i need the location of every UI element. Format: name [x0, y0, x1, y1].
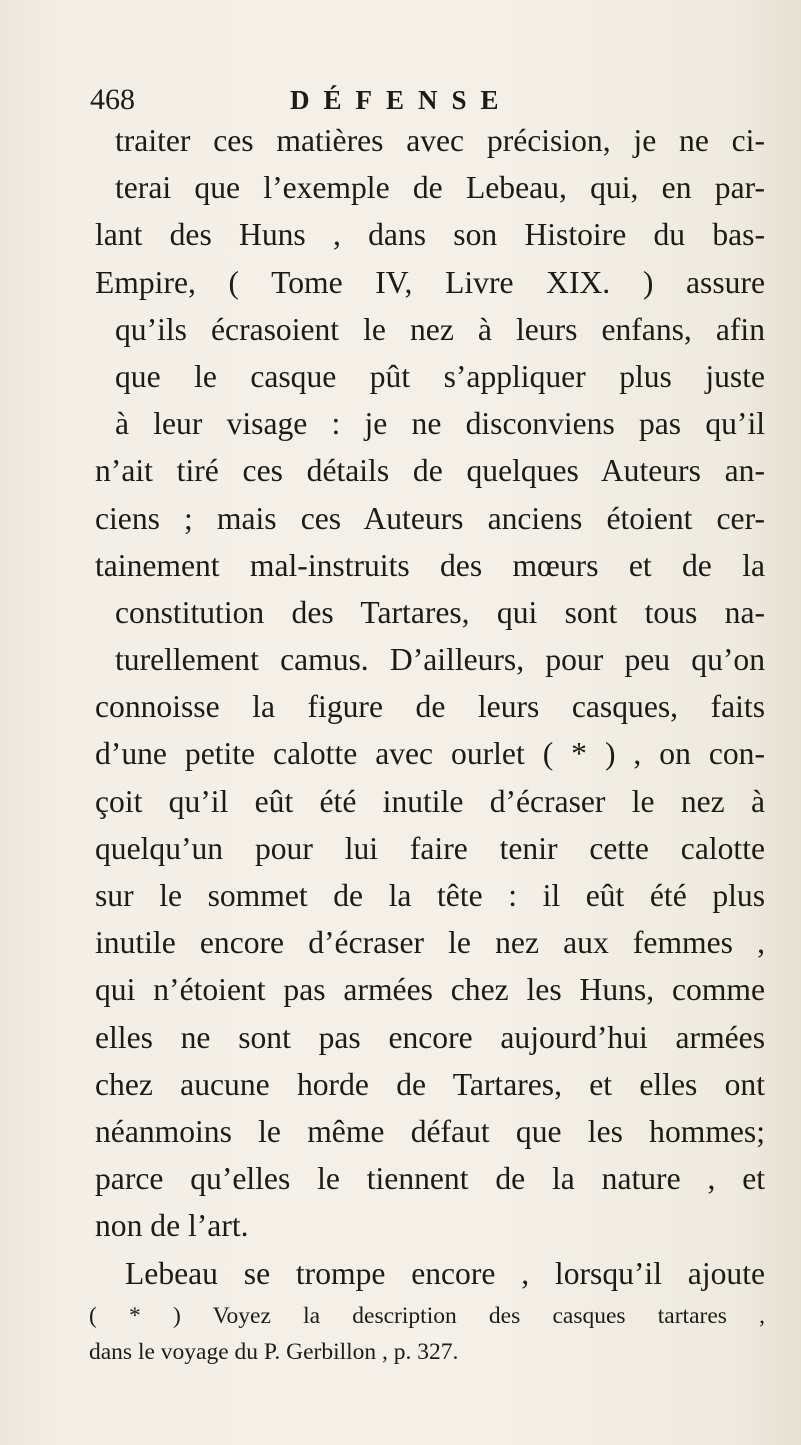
text-line: Lebeau se trompe encore , lorsqu’il ajoute [125, 1255, 765, 1291]
footnote [89, 1298, 765, 1370]
page-number: 468 [90, 83, 135, 116]
text-line: ciens ; mais ces Auteurs anciens étoient cer- [95, 500, 765, 536]
body-text [95, 117, 765, 1297]
text-line: turellement camus. D’ailleurs, pour peu qu’on [115, 642, 765, 678]
footnote-line: ( * ) Voyez la description des casques tartares , [89, 1303, 765, 1329]
text-line: néanmoins le même défaut que les hommes; [95, 1113, 765, 1149]
text-line: elles ne sont pas encore aujourd’hui armées [95, 1019, 765, 1055]
text-line: Empire, ( Tome IV, Livre XIX. ) assure [95, 264, 765, 300]
text-line: quelqu’un pour lui faire tenir cette calotte [95, 830, 765, 866]
text-line: terai que l’exemple de Lebeau, qui, en par- [115, 170, 765, 206]
text-line: traiter ces matières avec précision, je ne ci- [115, 123, 765, 158]
text-line: lant des Huns , dans son Histoire du bas- [95, 217, 765, 253]
text-line: tainement mal-instruits des mœurs et de la [95, 547, 765, 583]
text-line: chez aucune horde de Tartares, et elles ont [95, 1066, 765, 1102]
text-line: d’une petite calotte avec ourlet ( * ) , on con- [95, 736, 765, 772]
running-title: DÉFENSE [290, 85, 513, 115]
footnote-line: dans le voyage du P. Gerbillon , p. 327. [89, 1339, 459, 1365]
text-line: sur le sommet de la tête : il eût été plus [95, 878, 765, 913]
text-line: non de l’art. [95, 1208, 249, 1244]
text-line: qui n’étoient pas armées chez les Huns, comme [95, 972, 765, 1008]
text-line: çoit qu’il eût été inutile d’écraser le nez à [95, 783, 765, 819]
text-line: constitution des Tartares, qui sont tous na- [115, 594, 765, 630]
text-line: inutile encore d’écraser le nez aux femmes , [95, 925, 765, 961]
text-line: parce qu’elles le tiennent de la nature , et [95, 1161, 765, 1197]
text-line: n’ait tiré ces détails de quelques Auteurs an- [95, 453, 765, 489]
page-header [90, 80, 590, 120]
text-line: que le casque pût s’appliquer plus juste [115, 358, 765, 394]
text-line: qu’ils écrasoient le nez à leurs enfans, afin [115, 311, 765, 347]
text-line: à leur visage : je ne disconviens pas qu’il [115, 406, 765, 442]
text-line: connoisse la figure de leurs casques, faits [95, 689, 765, 725]
